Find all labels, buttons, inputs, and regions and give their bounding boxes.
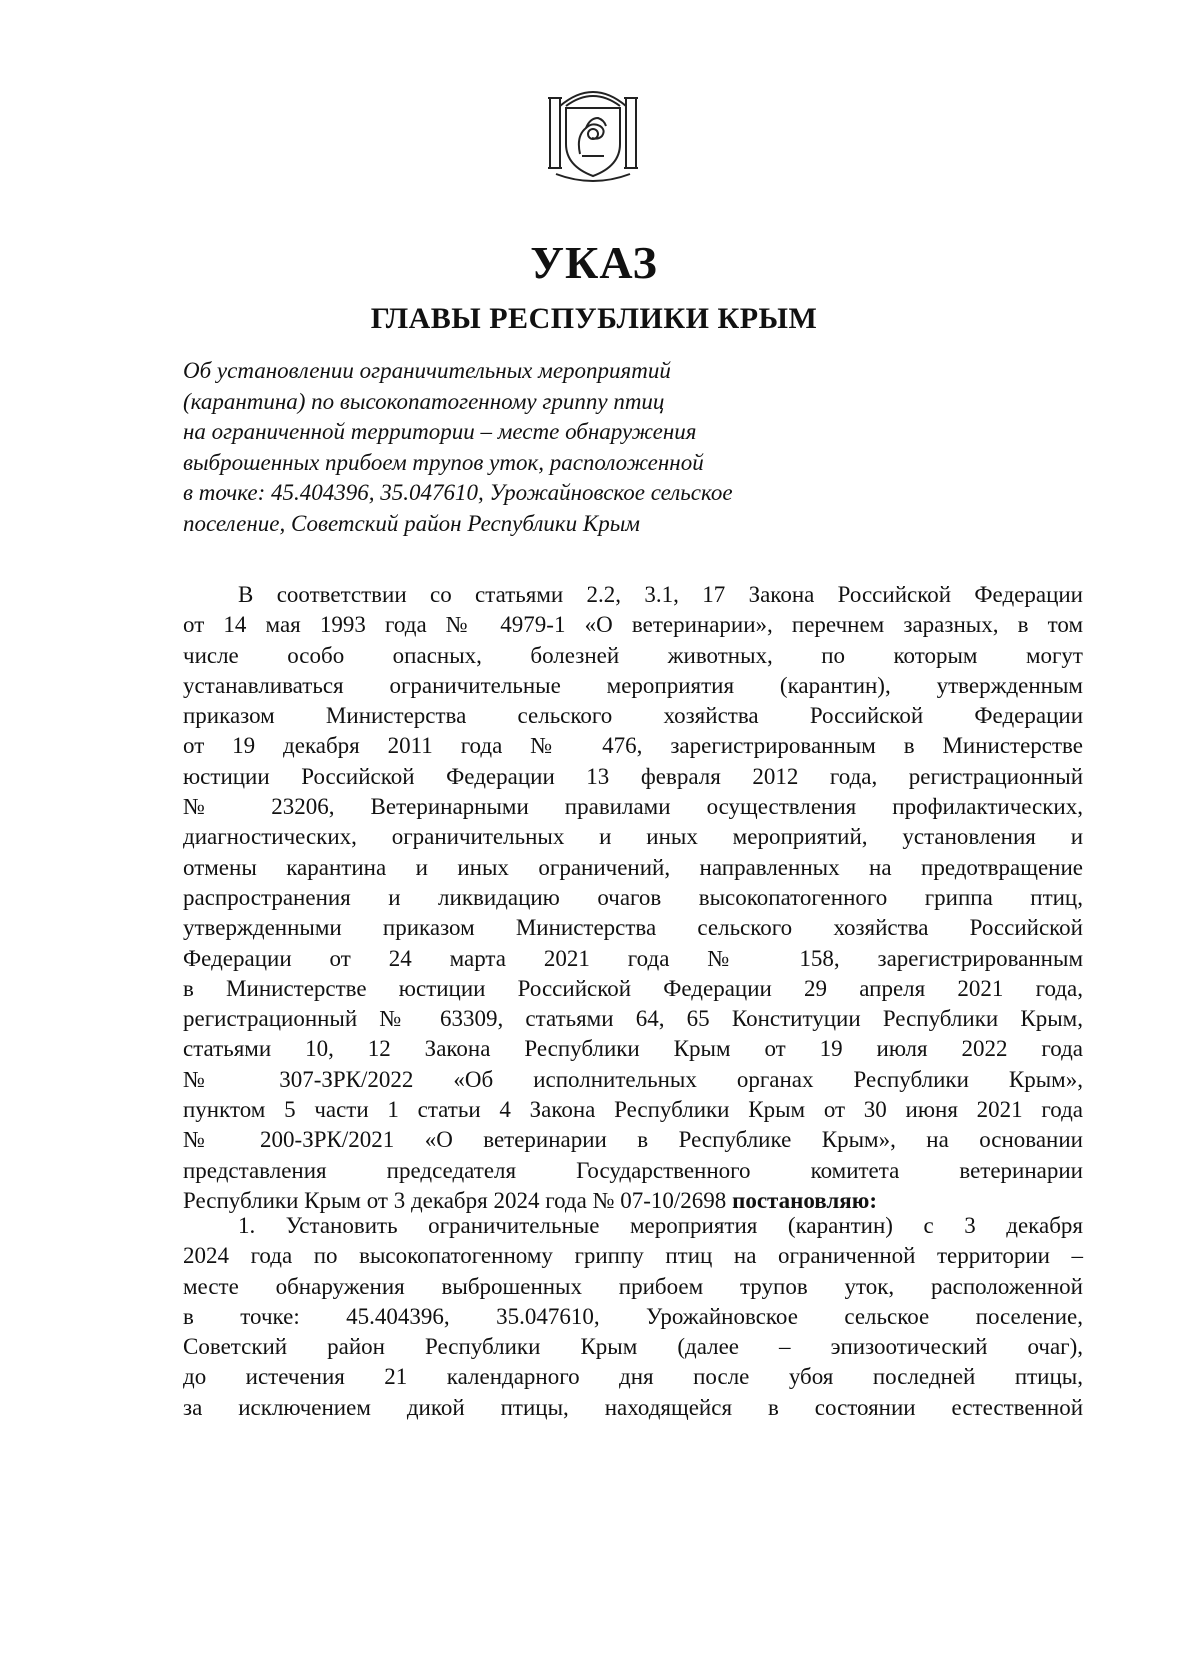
paragraph-line: приказом Министерства сельского хозяйства Российской Федерации: [183, 703, 1083, 729]
paragraph-line: Советский район Республики Крым (далее – эпизоотический очаг),: [183, 1334, 1083, 1360]
decree-subject: [183, 356, 883, 539]
paragraph-line: представления председателя Государственного комитета ветеринарии: [183, 1157, 1083, 1183]
document-issuer: ГЛАВЫ РЕСПУБЛИКИ КРЫМ: [370, 302, 818, 335]
paragraph-line: от 14 мая 1993 года № 4979-1 «О ветеринарии», перечнем заразных, в том: [183, 612, 1083, 638]
paragraph-line: числе особо опасных, болезней животных, по которым могут: [183, 642, 1083, 668]
paragraph-line: месте обнаружения выброшенных прибоем трупов уток, расположенной: [183, 1273, 1083, 1299]
paragraph-line: устанавливаться ограничительные мероприятия (карантин), утвержденным: [183, 672, 1083, 698]
paragraph-line: юстиции Российской Федерации 13 февраля 2012 года, регистрационный: [183, 763, 1083, 789]
paragraph-line: В соответствии со статьями 2.2, 3.1, 17 Закона Российской Федерации: [238, 582, 1083, 607]
coat-of-arms-emblem: [546, 84, 640, 184]
subject-line: Об установлении ограничительных мероприятий: [183, 358, 671, 383]
subject-line: выброшенных прибоем трупов уток, расположенной: [183, 449, 704, 475]
paragraph-line: 1. Установить ограничительные мероприятия (карантин) с 3 декабря: [238, 1213, 1083, 1238]
paragraph-line: диагностических, ограничительных и иных мероприятий, установления и: [183, 824, 1083, 850]
paragraph-line: от 19 декабря 2011 года № 476, зарегистрированным в Министерстве: [183, 733, 1083, 759]
paragraph-line: распространения и ликвидацию очагов высокопатогенного гриппа птиц,: [183, 884, 1083, 910]
paragraph-line: № 307-ЗРК/2022 «Об исполнительных органах Республики Крым»,: [183, 1066, 1083, 1092]
paragraph-line: Федерации от 24 марта 2021 года № 158, зарегистрированным: [183, 945, 1083, 971]
paragraph-line: отмены карантина и иных ограничений, направленных на предотвращение: [183, 854, 1083, 880]
paragraph-line: 2024 года по высокопатогенному гриппу птиц на ограниченной территории –: [183, 1243, 1083, 1269]
subject-line: поселение, Советский район Республики Крым: [183, 510, 640, 536]
document-title: УКАЗ: [530, 237, 658, 288]
paragraph-line: регистрационный № 63309, статьями 64, 65 Конституции Республики Крым,: [183, 1006, 1083, 1032]
paragraph-line: до истечения 21 календарного дня после убоя последней птицы,: [183, 1364, 1083, 1390]
paragraph-line: № 200-ЗРК/2021 «О ветеринарии в Республике Крым», на основании: [183, 1127, 1083, 1153]
paragraph-line: в точке: 45.404396, 35.047610, Урожайновское сельское поселение,: [183, 1303, 1083, 1329]
paragraph-line-text: Республики Крым от 3 декабря 2024 года № 07-10/2698: [183, 1187, 727, 1213]
paragraph-line: пунктом 5 части 1 статьи 4 Закона Республики Крым от 30 июня 2021 года: [183, 1097, 1083, 1123]
paragraph-line: за исключением дикой птицы, находящейся в состоянии естественной: [183, 1394, 1083, 1420]
paragraph-line: утвержденными приказом Министерства сельского хозяйства Российской: [183, 915, 1083, 941]
decree-word: постановляю:: [732, 1187, 877, 1213]
paragraph-line: № 23206, Ветеринарными правилами осуществления профилактических,: [183, 794, 1083, 820]
paragraph-line: статьями 10, 12 Закона Республики Крым от 19 июля 2022 года: [183, 1036, 1083, 1062]
clause-1-paragraph: [183, 1211, 1083, 1423]
paragraph-line: в Министерстве юстиции Российской Федерации 29 апреля 2021 года,: [183, 975, 1083, 1001]
subject-line: на ограниченной территории – месте обнаружения: [183, 419, 697, 444]
subject-line: (карантина) по высокопатогенному гриппу птиц: [183, 388, 665, 414]
subject-line: в точке: 45.404396, 35.047610, Урожайновское сельское: [183, 480, 733, 505]
preamble-paragraph: [183, 580, 1083, 1216]
